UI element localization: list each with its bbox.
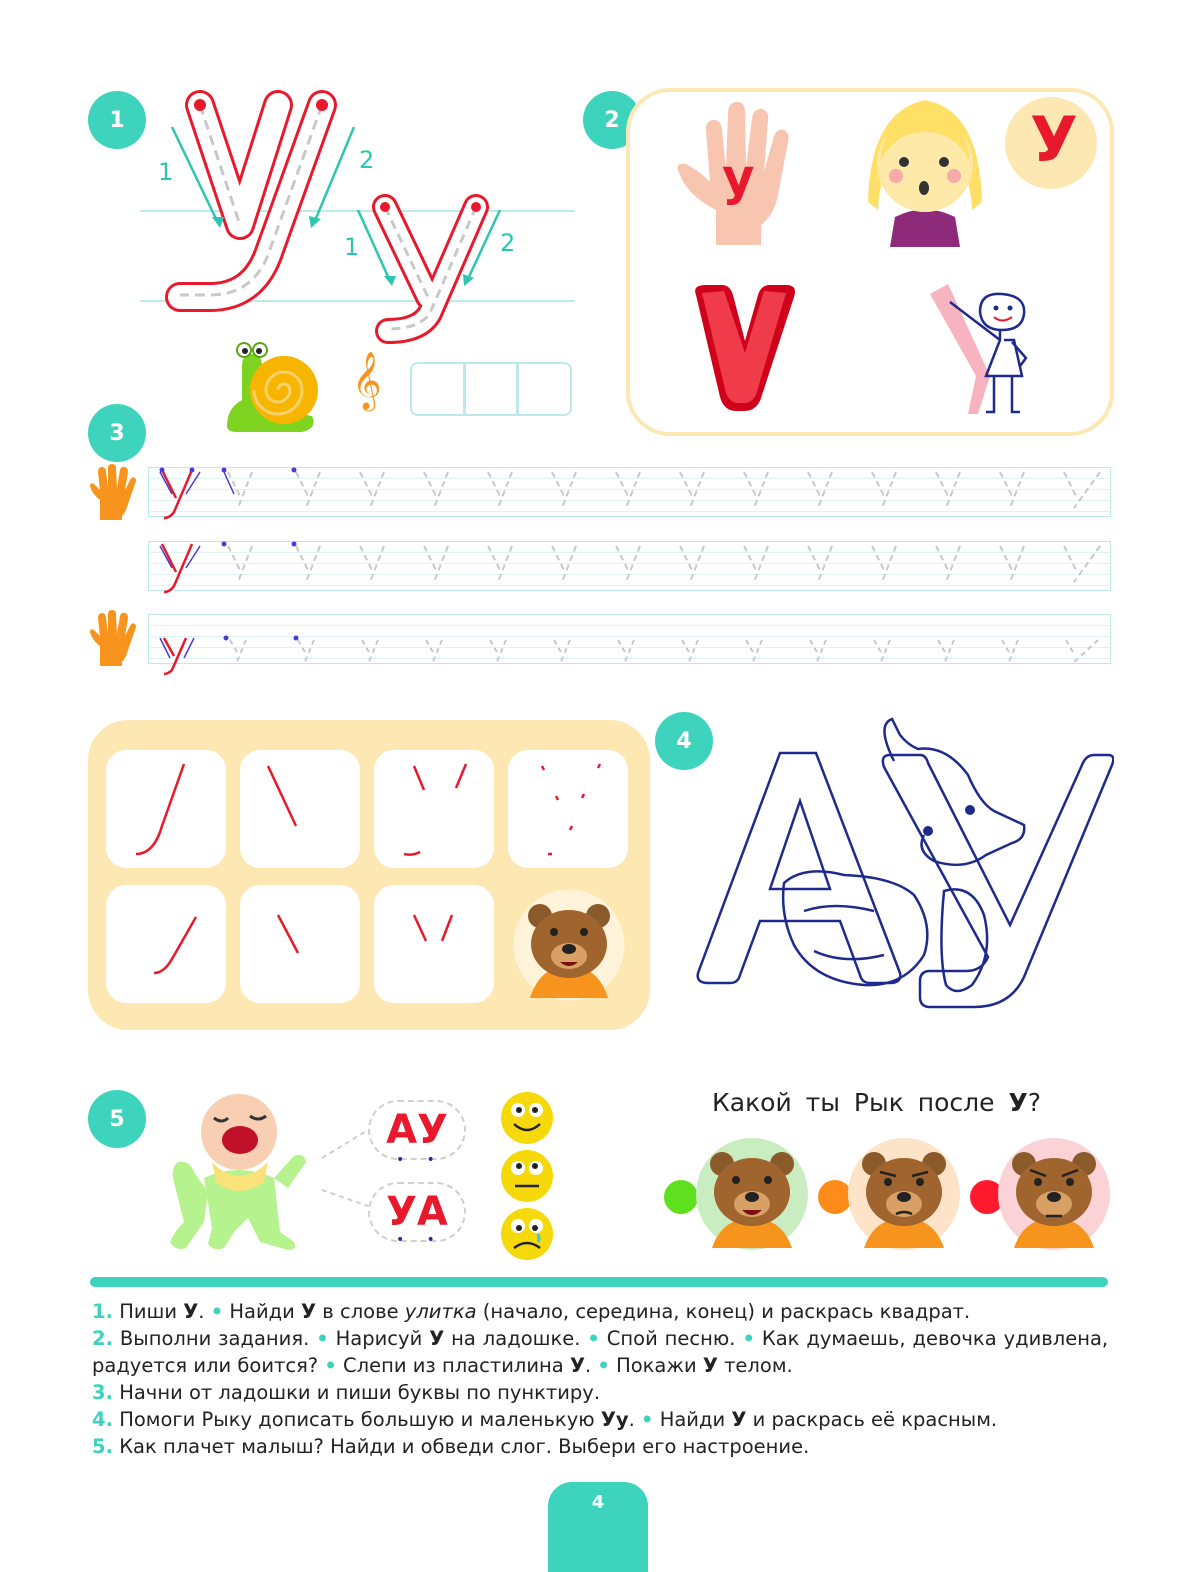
sound-box-1[interactable] [410, 362, 466, 416]
letter-part-cell [374, 885, 494, 1003]
letter-part-cell [240, 885, 360, 1003]
writing-rows-letters [148, 460, 1113, 675]
letter-tracing-illustration [140, 85, 580, 345]
snail-illustration [222, 338, 322, 438]
letter-part-cell [106, 885, 226, 1003]
hand-start-icon [88, 610, 136, 668]
stroke-number-1: 1 [158, 158, 174, 186]
instruction-2: 2. Выполни задания. • Нарисуй У на ладошке. • Спой песню. • Как думаешь, девочка удивлена, радуется или боится? • Слепи из пластилина У. • Покажи У телом. [92, 1327, 1109, 1377]
speech-bubble-letter: У [1030, 103, 1078, 176]
palm-letter: у [722, 148, 755, 206]
task-5-badge: 5 [88, 1090, 146, 1148]
instructions-block [92, 1298, 1108, 1460]
happy-bear-face [694, 1136, 810, 1252]
stroke-number-1-small: 1 [344, 233, 360, 261]
sound-box-3[interactable] [516, 362, 572, 416]
task-2-badge: 2 [583, 91, 641, 149]
task-1-badge: 1 [88, 91, 146, 149]
surprised-girl-illustration [860, 92, 990, 247]
syllable-au[interactable]: АУ [368, 1100, 466, 1160]
instruction-5: 5. Как плачет малыш? Найди и обведи слог. Выбери его настроение. [92, 1435, 810, 1458]
letter-part-cell [508, 750, 628, 868]
letter-part-cell [240, 750, 360, 868]
stroke-number-2: 2 [359, 146, 375, 174]
treble-clef-icon: 𝄞 [352, 351, 382, 409]
mood-dot-green[interactable] [664, 1180, 698, 1214]
task-4-badge: 4 [655, 712, 713, 770]
page-number: 4 [548, 1482, 648, 1572]
happy-face-icon[interactable] [498, 1090, 556, 1146]
syllable-dots: • • [396, 1232, 435, 1248]
crying-baby-illustration [164, 1082, 314, 1252]
ryk-question: Какой ты Рык после У? [712, 1088, 1042, 1117]
hand-start-icon [88, 464, 136, 522]
instruction-1: 1. Пиши У. • Найди У в слове улитка (начало, середина, конец) и раскрась квадрат. [92, 1300, 971, 1323]
syllable-ua[interactable]: УА [368, 1182, 466, 1242]
bear-ryk-face [510, 886, 628, 1004]
stroke-number-2-small: 2 [500, 229, 516, 257]
instruction-4: 4. Помоги Рыку дописать большую и маленькую Уу. • Найди У и раскрась её красным. [92, 1408, 998, 1431]
unsure-bear-face [846, 1136, 962, 1252]
sound-box-2[interactable] [463, 362, 519, 416]
instruction-3: 3. Начни от ладошки и пиши буквы по пунктиру. [92, 1381, 601, 1404]
task-3-badge: 3 [88, 404, 146, 462]
stick-figure-showing-letter [930, 272, 1040, 422]
letter-part-cell [374, 750, 494, 868]
letter-part-cell [106, 750, 226, 868]
syllable-dots: • • [396, 1152, 435, 1168]
sad-bear-face [996, 1136, 1112, 1252]
sad-face-icon[interactable] [498, 1206, 556, 1262]
au-hidden-letters-picture [694, 715, 1114, 1015]
section-divider [90, 1277, 1108, 1287]
plasticine-letter-u [688, 283, 803, 415]
neutral-face-icon[interactable] [498, 1148, 556, 1204]
